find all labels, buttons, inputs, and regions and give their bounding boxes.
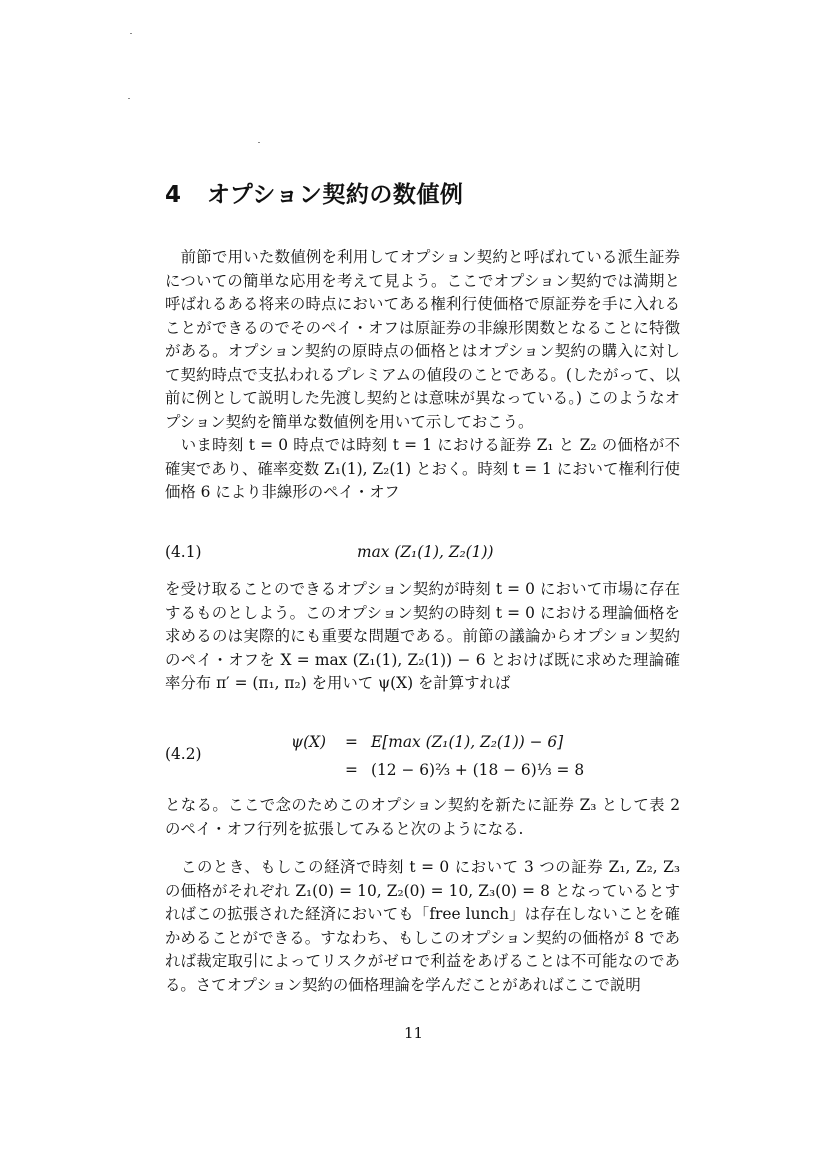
paragraph-extension: となる。ここで念のためこのオプション契約を新たに証券 Z₃ として表 2 のペイ・オフ行列を拡張してみると次のようになる. <box>165 796 680 838</box>
section-number: 4 <box>165 182 182 208</box>
paragraph-pricing: を受け取ることのできるオプション契約が時刻 t = 0 において市場に存在するものとしよう。このオプション契約の時刻 t = 0 における理論価格を求めるのは実際的にも重要な問題である。前節の議論からオプション契約のペイ・オフを X = max (Z₁(1), Z₂(1)) − 6 とおけば既に求めた理論確率分布 π′ = (π₁, π₂) を用いて ψ(X) を計算すれば <box>165 580 680 692</box>
equation-4-2 <box>165 730 680 786</box>
equation-label: (4.2) <box>165 745 202 763</box>
scan-speck <box>130 33 132 34</box>
equals-sign: = <box>345 733 358 751</box>
equation-line-1: E[max (Z₁(1), Z₂(1)) − 6] <box>371 733 564 751</box>
paragraph-free-lunch: このとき、もしこの経済で時刻 t = 0 において 3 つの証券 Z₁, Z₂, Z₃ の価格がそれぞれ Z₁(0) = 10, Z₂(0) = 10, Z₃(0) = 8 となっているとすればこの拡張された経済においても「free lunch」は存在しないことを確かめることができる。すなわち、もしこのオプション契約の価格が 8 であれば裁定取引によってリスクがゼロで利益をあげることは不可能なのである。さてオプション契約の価格理論を学んだことがあればここで説明 <box>165 858 680 994</box>
scan-speck <box>258 142 260 143</box>
equation-line-2: (12 − 6)⅔ + (18 − 6)⅓ = 8 <box>371 761 585 779</box>
equation-4-1 <box>165 540 680 564</box>
paragraph-setup: いま時刻 t = 0 時点では時刻 t = 1 における証券 Z₁ と Z₂ の価格が不確実であり、確率変数 Z₁(1), Z₂(1) とおく。時刻 t = 1 において権利行使価格 6 により非線形のペイ・オフ <box>165 436 680 501</box>
equation-label: (4.1) <box>165 543 202 561</box>
equation-expression: max (Z₁(1), Z₂(1)) <box>357 543 494 561</box>
page-number: 11 <box>403 1024 424 1042</box>
paragraph-intro: 前節で用いた数値例を利用してオプション契約と呼ばれている派生証券についての簡単な応用を考えて見よう。ここでオプション契約では満期と呼ばれるある将来の時点においてある権利行使価格で原証券を手に入れることができるのでそのペイ・オフは原証券の非線形関数となることに特徴がある。オプション契約の原時点の価格とはオプション契約の購入に対して契約時点で支払われるプレミアムの値段のことである。(したがって、以前に例として説明した先渡し契約とは意味が異なっている。) このようなオプション契約を簡単な数値例を用いて示しておこう。 <box>165 248 680 431</box>
section-title: オプション契約の数値例 <box>207 182 464 208</box>
section-heading <box>165 176 685 209</box>
equals-sign: = <box>345 761 358 779</box>
scan-speck <box>128 98 130 99</box>
equation-lhs: ψ(X) <box>291 733 327 751</box>
